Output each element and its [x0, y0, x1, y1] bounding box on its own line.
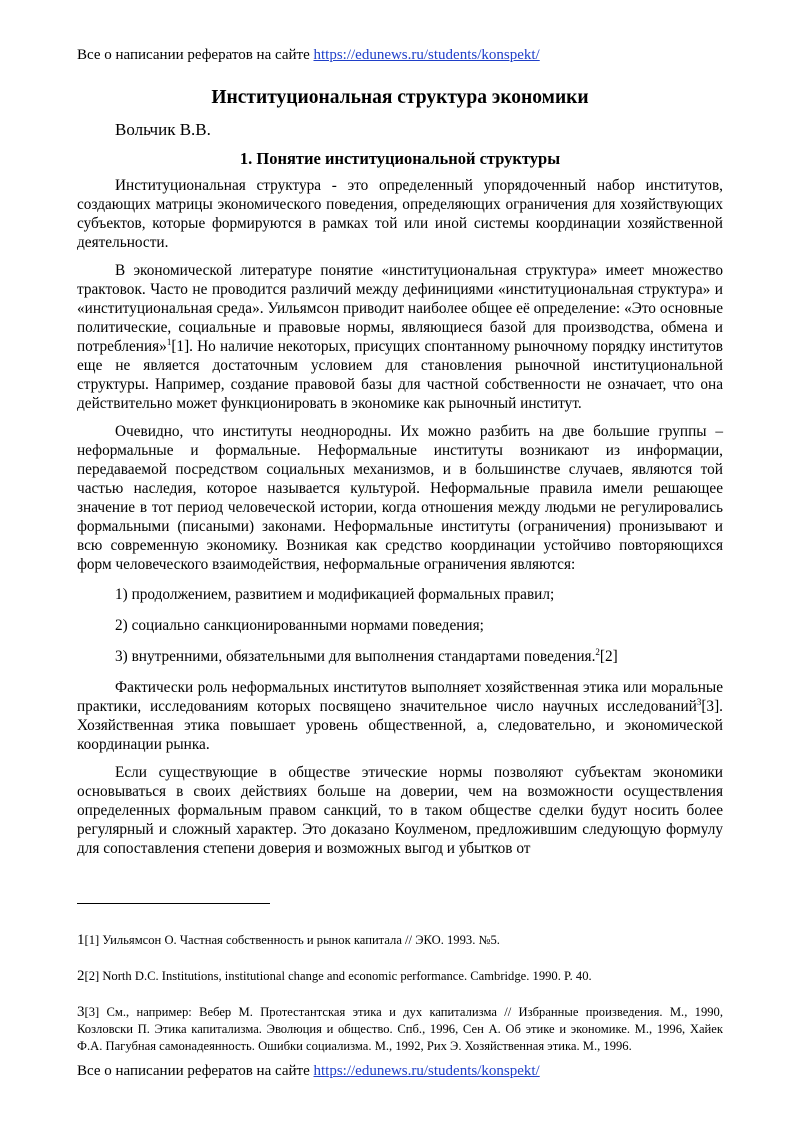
document-body: [77, 176, 723, 867]
paragraph-text: . Но наличие некоторых, присущих спонтанному рыночному порядку институтов еще не является достаточным условием для становления рыночной институциональной структуры. Например, создание правовой базы для частной собственности не означает, что она действительно может функционировать в экономике как рыночный институт.: [77, 338, 723, 412]
footnote: [77, 932, 723, 949]
reference-link[interactable]: [1]: [171, 338, 190, 355]
list-item: 1) продолжением, развитием и модификацией формальных правил;: [115, 586, 555, 603]
footnote: [77, 1004, 723, 1055]
footer-text: Все о написании рефератов на сайте: [77, 1063, 314, 1079]
paragraph: [77, 678, 723, 754]
footnote-marker[interactable]: 3: [696, 696, 702, 707]
footer-promo: [77, 1063, 540, 1080]
list-item-text: 3) внутренними, обязательными для выполнения стандартами поведения.: [115, 648, 596, 665]
author: Вольчик В.В.: [115, 120, 211, 139]
footnote-number[interactable]: 1: [77, 932, 85, 948]
section-title: 1. Понятие институциональной структуры: [239, 149, 561, 168]
footnote-marker[interactable]: 2: [595, 646, 600, 657]
footnote-separator: [77, 903, 270, 904]
footnote-text: [2] North D.C. Institutions, institutional change and economic performance. Cambridge. 1990. P. 40.: [84, 969, 592, 983]
paragraph-text: . Хозяйственная этика повышает уровень общественной, а, следовательно, и экономической координации рынка.: [77, 698, 723, 753]
list-item: 2) социально санкционированными нормами поведения;: [115, 617, 484, 634]
header-promo: [77, 47, 540, 64]
footnote: [77, 968, 723, 985]
paragraph-text: В экономической литературе понятие «институциональная структура» имеет множество трактовок. Часто не проводится различий между дефинициями «институциональная структура» и «институциональная среда». Уильямсон приводит наиболее общее её определение: «Это основные политические, социальные и правовые нормы, являющиеся базой для производства, обмена и потребления»: [77, 262, 723, 355]
paragraph: Если существующие в обществе этические нормы позволяют субъектам экономики основываться в своих действиях больше на доверии, чем на возможности осуществления определенных формальным правом санкций, то в таком обществе сделки будут носить более регулярный и сложный характер. Это доказано Коулменом, предложившим следующую формулу для сопоставления степени доверия и возможных выгод и убытков от: [77, 764, 723, 857]
footer-link[interactable]: https://edunews.ru/students/konspekt/: [313, 1063, 540, 1079]
paragraph: [77, 261, 723, 413]
document-title: Институциональная структура экономики: [211, 87, 589, 108]
footnote-text: [3] См., например: Вебер М. Протестантская этика и дух капитализма // Избранные произведения. М., 1990, Козловски П. Этика капитализма. Эволюция и общество. Спб., 1996, Сен А. Об этике и экономике. М., 1996, Хайек Ф.А. Пагубная самонадеянность. Ошибки социализма. М., 1992, Рих Э. Хозяйственная этика. М., 1996.: [77, 1005, 723, 1053]
reference-link[interactable]: [2]: [599, 648, 618, 665]
paragraph: Институциональная структура - это определенный упорядоченный набор институтов, создающих матрицы экономического поведения, определяющих ограничения для хозяйствующих субъектов, которые формируются в рамках той или иной системы координации хозяйственной деятельности.: [77, 177, 723, 251]
footnote-marker[interactable]: 1: [166, 336, 172, 347]
reference-link[interactable]: [3]: [701, 698, 720, 715]
footnote-number[interactable]: 3: [77, 1004, 85, 1020]
footnote-text: [1] Уильямсон О. Частная собственность и рынок капитала // ЭКО. 1993. №5.: [84, 933, 500, 947]
list-item: [77, 647, 723, 666]
header-text: Все о написании рефератов на сайте: [77, 47, 314, 63]
paragraph: Очевидно, что институты неоднородны. Их можно разбить на две большие группы – неформальные и формальные. Неформальные институты возникают из информации, передаваемой посредством социальных механизмов, и в большинстве случаев, являются той частью наследия, которое называется культурой. Неформальные правила имели решающее значение в тот период человеческой истории, когда отношения между людьми не регулировались формальными (писаными) законами. Неформальные институты (ограничения) пронизывают и всю современную экономику. Возникая как средство координации устойчиво повторяющихся форм человеческого взаимодействия, неформальные ограничения являются:: [77, 423, 723, 573]
header-link[interactable]: https://edunews.ru/students/konspekt/: [313, 47, 540, 63]
footnote-number[interactable]: 2: [77, 968, 85, 984]
paragraph-text: Фактически роль неформальных институтов выполняет хозяйственная этика или моральные практики, исследованиям которых посвящено значительное число научных исследований: [77, 679, 723, 715]
